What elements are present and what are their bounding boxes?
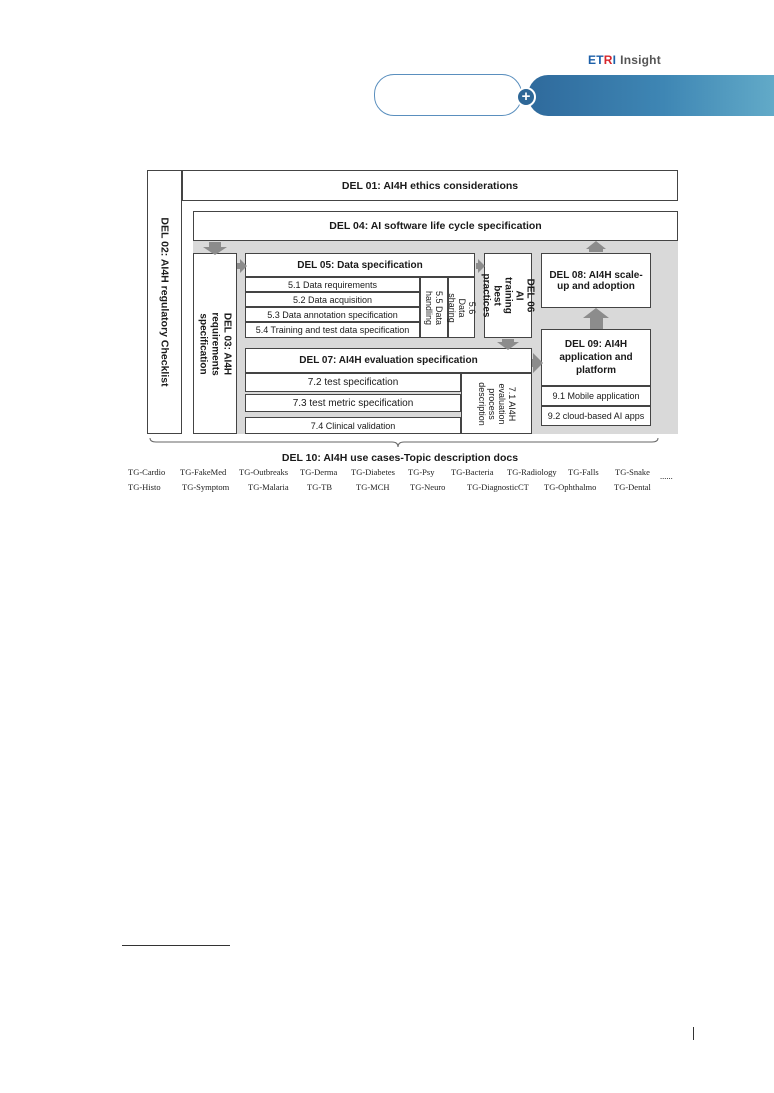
del03-label: DEL 03: AI4H requirements specification bbox=[198, 311, 233, 376]
tg-falls: TG-Falls bbox=[568, 467, 599, 477]
del05-sharing: 5.6 Data sharing bbox=[446, 292, 477, 323]
arrow-del05-to-del06 bbox=[476, 259, 485, 273]
tg-ophthalmo: TG-Ophthalmo bbox=[544, 482, 597, 492]
tg-outbreaks: TG-Outbreaks bbox=[239, 467, 289, 477]
del07-item-3: 7.4 Clinical validation bbox=[245, 417, 461, 434]
del09-title: DEL 09: AI4H application and platform bbox=[559, 339, 633, 376]
diagram-arrows bbox=[0, 0, 774, 500]
del05-item-1: 5.1 Data requirements bbox=[245, 277, 420, 292]
tg-symptom: TG-Symptom bbox=[182, 482, 230, 492]
del10-brace bbox=[150, 438, 658, 447]
tg-diagnosticct: TG-DiagnosticCT bbox=[467, 482, 529, 492]
tg-dental: TG-Dental bbox=[614, 482, 651, 492]
tg-psy: TG-Psy bbox=[408, 467, 435, 477]
del05-item-3: 5.3 Data annotation specification bbox=[245, 307, 420, 322]
tg-tb: TG-TB bbox=[307, 482, 333, 492]
footnote-divider bbox=[122, 945, 230, 946]
del07-item-1: 7.2 test specification bbox=[245, 373, 461, 392]
del09-item-2: 9.2 cloud-based AI apps bbox=[541, 406, 651, 426]
tg-histo: TG-Histo bbox=[128, 482, 161, 492]
del05-item-4: 5.4 Training and test data specification bbox=[245, 322, 420, 338]
del10-label: DEL 10: AI4H use cases-Topic description docs bbox=[281, 452, 519, 464]
tg-mch: TG-MCH bbox=[356, 482, 390, 492]
del04-label: DEL 04: AI software life cycle specification bbox=[329, 220, 542, 232]
tg-derma: TG-Derma bbox=[300, 467, 338, 477]
tg-neuro: TG-Neuro bbox=[410, 482, 446, 492]
del08-label: DEL 08: AI4H scale-up and adoption bbox=[549, 269, 643, 292]
arrow-del06-to-del07 bbox=[497, 339, 519, 350]
arrow-del09-to-del08 bbox=[583, 308, 609, 329]
tg-diabetes: TG-Diabetes bbox=[351, 467, 395, 477]
tg-ellipsis: ...... bbox=[660, 471, 673, 481]
del07-process: 7.1 AI4H evaluation process description bbox=[476, 381, 517, 426]
del05-handling: 5.5 Data handling bbox=[424, 290, 444, 325]
arrow-del03-to-del05 bbox=[237, 259, 247, 273]
arrow-del04-to-del03 bbox=[203, 242, 227, 255]
tg-cardio: TG-Cardio bbox=[128, 467, 166, 477]
arrow-del07-to-del09 bbox=[532, 353, 543, 373]
arrow-del08-to-del04 bbox=[586, 241, 606, 252]
tg-bacteria: TG-Bacteria bbox=[451, 467, 494, 477]
tg-malaria: TG-Malaria bbox=[248, 482, 289, 492]
tg-snake: TG-Snake bbox=[615, 467, 650, 477]
page-number-divider bbox=[693, 1027, 694, 1040]
del07-title: DEL 07: AI4H evaluation specification bbox=[299, 355, 478, 366]
etri-insight-logo: ETRI Insight bbox=[588, 53, 661, 67]
tg-fakemed: TG-FakeMed bbox=[180, 467, 227, 477]
tg-radiology: TG-Radiology bbox=[507, 467, 557, 477]
del05-title: DEL 05: Data specification bbox=[297, 259, 423, 271]
del09-item-1: 9.1 Mobile application bbox=[541, 386, 651, 406]
del02-label: DEL 02: AI4H regulatory Checklist bbox=[158, 217, 171, 387]
del01-label: DEL 01: AI4H ethics considerations bbox=[341, 179, 519, 192]
plus-icon: + bbox=[516, 87, 536, 107]
del05-item-2: 5.2 Data acquisition bbox=[245, 292, 420, 307]
del06-label: DEL 06 AI training best practices bbox=[480, 273, 536, 318]
del07-item-2: 7.3 test metric specification bbox=[245, 394, 461, 412]
